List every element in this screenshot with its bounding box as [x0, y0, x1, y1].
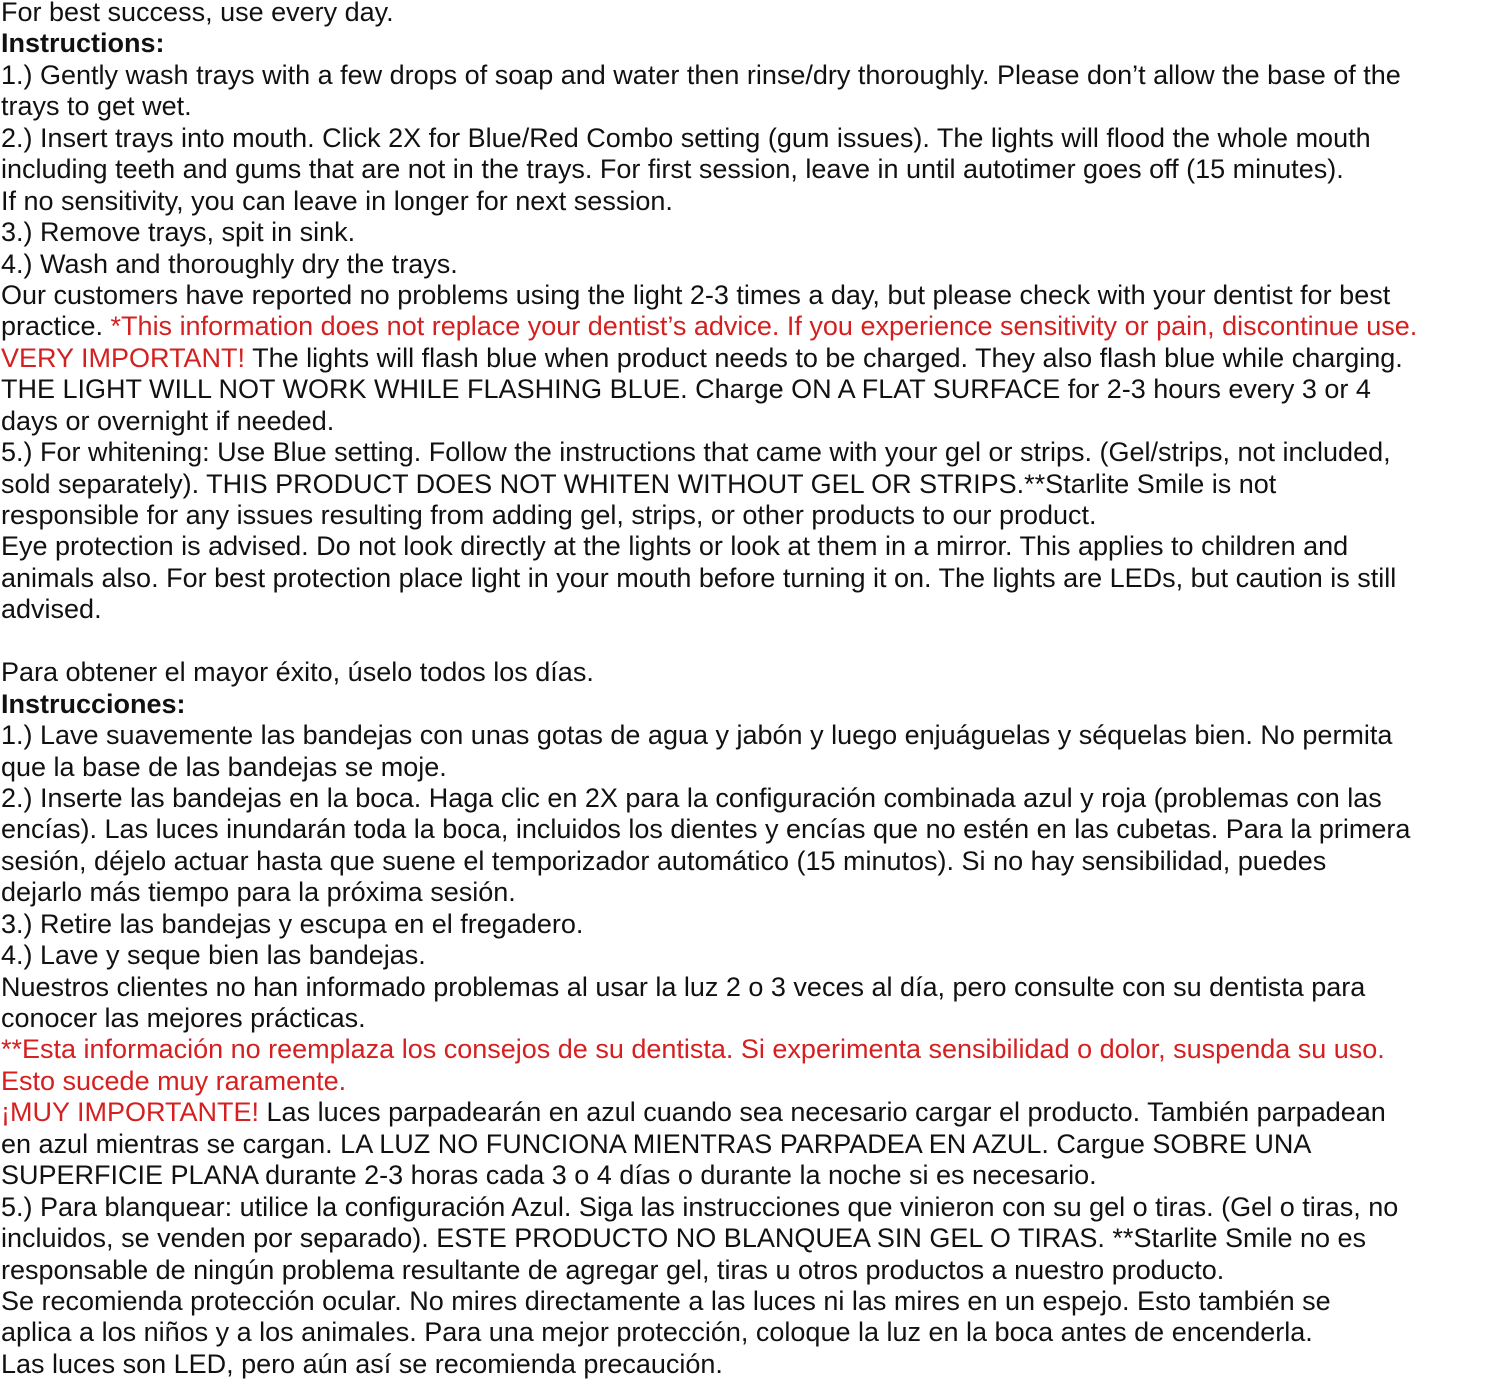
text-line: [1, 720, 1500, 751]
text-line: [1, 123, 1500, 154]
text-line: [1, 437, 1500, 468]
body-text: responsible for any issues resulting from adding gel, strips, or other products to our product.: [1, 500, 1097, 530]
body-text: 1.) Lave suavemente las bandejas con unas gotas de agua y jabón y luego enjuáguelas y séquelas bien. No permita: [1, 720, 1393, 751]
text-line: [1, 0, 1500, 28]
text-line: [1, 972, 1500, 1003]
section-heading: Instructions:: [1, 28, 165, 59]
text-line: [1, 374, 1500, 405]
text-line: [1, 280, 1500, 311]
instructions-document: [1, 0, 1500, 1380]
text-line: [1, 563, 1500, 594]
text-line: [1, 469, 1500, 500]
text-line: [1, 846, 1500, 877]
body-text: including teeth and gums that are not in the trays. For first session, leave in until autotimer goes off (15 minutes).: [1, 154, 1344, 185]
text-line: [1, 343, 1500, 374]
body-text: SUPERFICIE PLANA durante 2-3 horas cada 3 o 4 días o durante la noche si es necesario.: [1, 1160, 1097, 1191]
text-line: [1, 1034, 1500, 1065]
text-line: [1, 186, 1500, 217]
text-line: [1, 60, 1500, 91]
body-text: encías). Las luces inundarán toda la boca, incluidos los dientes y encías que no estén en las cubetas. Para la primera: [1, 814, 1411, 845]
body-text: 2.) Inserte las bandejas en la boca. Haga clic en 2X para la configuración combinada azul y roja (problemas con las: [1, 782, 1382, 813]
blank-line: [1, 626, 1500, 657]
text-line: [1, 1349, 1500, 1380]
text-line: [1, 1223, 1500, 1254]
warning-text: *This information does not replace your dentist’s advice. If you experience sensitivity or pain, discontinue use.: [110, 311, 1418, 342]
text-line: [1, 1160, 1500, 1191]
text-line: [1, 406, 1500, 437]
body-text: conocer las mejores prácticas.: [1, 1003, 366, 1033]
text-line: [1, 531, 1500, 562]
body-text: animals also. For best protection place light in your mouth before turning it on. The lights are LEDs, but caution is still: [1, 562, 1397, 593]
warning-text: ¡MUY IMPORTANTE!: [1, 1097, 260, 1128]
text-line: [1, 752, 1500, 783]
body-text: 2.) Insert trays into mouth. Click 2X for Blue/Red Combo setting (gum issues). The lights will flood the whole mouth: [1, 122, 1371, 153]
text-line: [1, 594, 1500, 625]
text-line: [1, 1192, 1500, 1223]
text-line: [1, 1066, 1500, 1097]
body-text: dejarlo más tiempo para la próxima sesión.: [1, 877, 516, 908]
text-line: [1, 814, 1500, 845]
body-text: 5.) For whitening: Use Blue setting. Follow the instructions that came with your gel or strips. (Gel/strips, not included,: [1, 437, 1391, 468]
body-text: responsable de ningún problema resultante de agregar gel, tiras u otros productos a nuestro producto.: [1, 1254, 1225, 1285]
body-text: The lights will flash blue when product needs to be charged. They also flash blue while charging.: [245, 342, 1403, 373]
warning-text: **Esta información no reemplaza los consejos de su dentista. Si experimenta sensibilidad o dolor, suspenda su uso.: [1, 1034, 1385, 1065]
body-text: advised.: [1, 594, 102, 625]
body-text: incluidos, se venden por separado). ESTE PRODUCTO NO BLANQUEA SIN GEL O TIRAS. **Starlite Smile no es: [1, 1223, 1367, 1254]
body-text: If no sensitivity, you can leave in longer for next session.: [1, 185, 673, 216]
body-text: aplica a los niños y a los animales. Para una mejor protección, coloque la luz en la boca antes de encenderla.: [1, 1317, 1313, 1348]
text-line: [1, 1286, 1500, 1317]
section-heading: Instrucciones:: [1, 688, 186, 719]
english-instructions: [1, 0, 1500, 626]
text-line: [1, 154, 1500, 185]
text-line: [1, 500, 1500, 531]
text-line: [1, 311, 1500, 342]
body-text: en azul mientras se cargan. LA LUZ NO FUNCIONA MIENTRAS PARPADEA EN AZUL. Cargue SOBRE UNA: [1, 1128, 1312, 1159]
body-text: days or overnight if needed.: [1, 405, 335, 436]
text-line: [1, 689, 1500, 720]
body-text: 4.) Wash and thoroughly dry the trays.: [1, 248, 458, 279]
text-line: [1, 28, 1500, 59]
body-text: 3.) Retire las bandejas y escupa en el fregadero.: [1, 908, 584, 939]
body-text: 4.) Lave y seque bien las bandejas.: [1, 940, 426, 971]
warning-text: VERY IMPORTANT!: [1, 342, 246, 373]
body-text: sold separately). THIS PRODUCT DOES NOT WHITEN WITHOUT GEL OR STRIPS.**Starlite Smile is not: [1, 468, 1277, 499]
body-text: practice.: [1, 311, 111, 342]
body-text: Our customers have reported no problems using the light 2-3 times a day, but please check with your dentist for best: [1, 279, 1391, 310]
body-text: For best success, use every day.: [1, 0, 394, 27]
text-line: [1, 1129, 1500, 1160]
body-text: Las luces son LED, pero aún así se recomienda precaución.: [1, 1348, 723, 1379]
spanish-instructions: [1, 657, 1500, 1380]
warning-text: Esto sucede muy raramente.: [1, 1065, 347, 1096]
body-text: trays to get wet.: [1, 91, 192, 122]
body-text: Las luces parpadearán en azul cuando sea necesario cargar el producto. También parpadean: [259, 1097, 1386, 1128]
text-line: [1, 217, 1500, 248]
text-line: [1, 877, 1500, 908]
body-text: Eye protection is advised. Do not look directly at the lights or look at them in a mirror. This applies to children and: [1, 531, 1349, 562]
text-line: [1, 657, 1500, 688]
text-line: [1, 1317, 1500, 1348]
text-line: [1, 909, 1500, 940]
text-line: [1, 1097, 1500, 1128]
body-text: 5.) Para blanquear: utilice la configuración Azul. Siga las instrucciones que vinieron con su gel o tiras. (Gel o tiras, no: [1, 1191, 1399, 1222]
body-text: Para obtener el mayor éxito, úselo todos los días.: [1, 657, 594, 688]
body-text: sesión, déjelo actuar hasta que suene el temporizador automático (15 minutos). Si no hay sensibilidad, puedes: [1, 845, 1327, 876]
body-text: Se recomienda protección ocular. No mires directamente a las luces ni las mires en un espejo. Esto también se: [1, 1285, 1331, 1316]
text-line: [1, 249, 1500, 280]
body-text: 3.) Remove trays, spit in sink.: [1, 217, 356, 248]
body-text: que la base de las bandejas se moje.: [1, 751, 447, 782]
text-line: [1, 783, 1500, 814]
text-line: [1, 940, 1500, 971]
body-text: 1.) Gently wash trays with a few drops of soap and water then rinse/dry thoroughly. Please don’t allow the base of the: [1, 59, 1401, 90]
body-text: THE LIGHT WILL NOT WORK WHILE FLASHING BLUE. Charge ON A FLAT SURFACE for 2-3 hours every 3 or 4: [1, 374, 1371, 405]
body-text: Nuestros clientes no han informado problemas al usar la luz 2 o 3 veces al día, pero consulte con su dentista para: [1, 971, 1366, 1002]
text-line: [1, 1003, 1500, 1034]
text-line: [1, 91, 1500, 122]
text-line: [1, 1255, 1500, 1286]
